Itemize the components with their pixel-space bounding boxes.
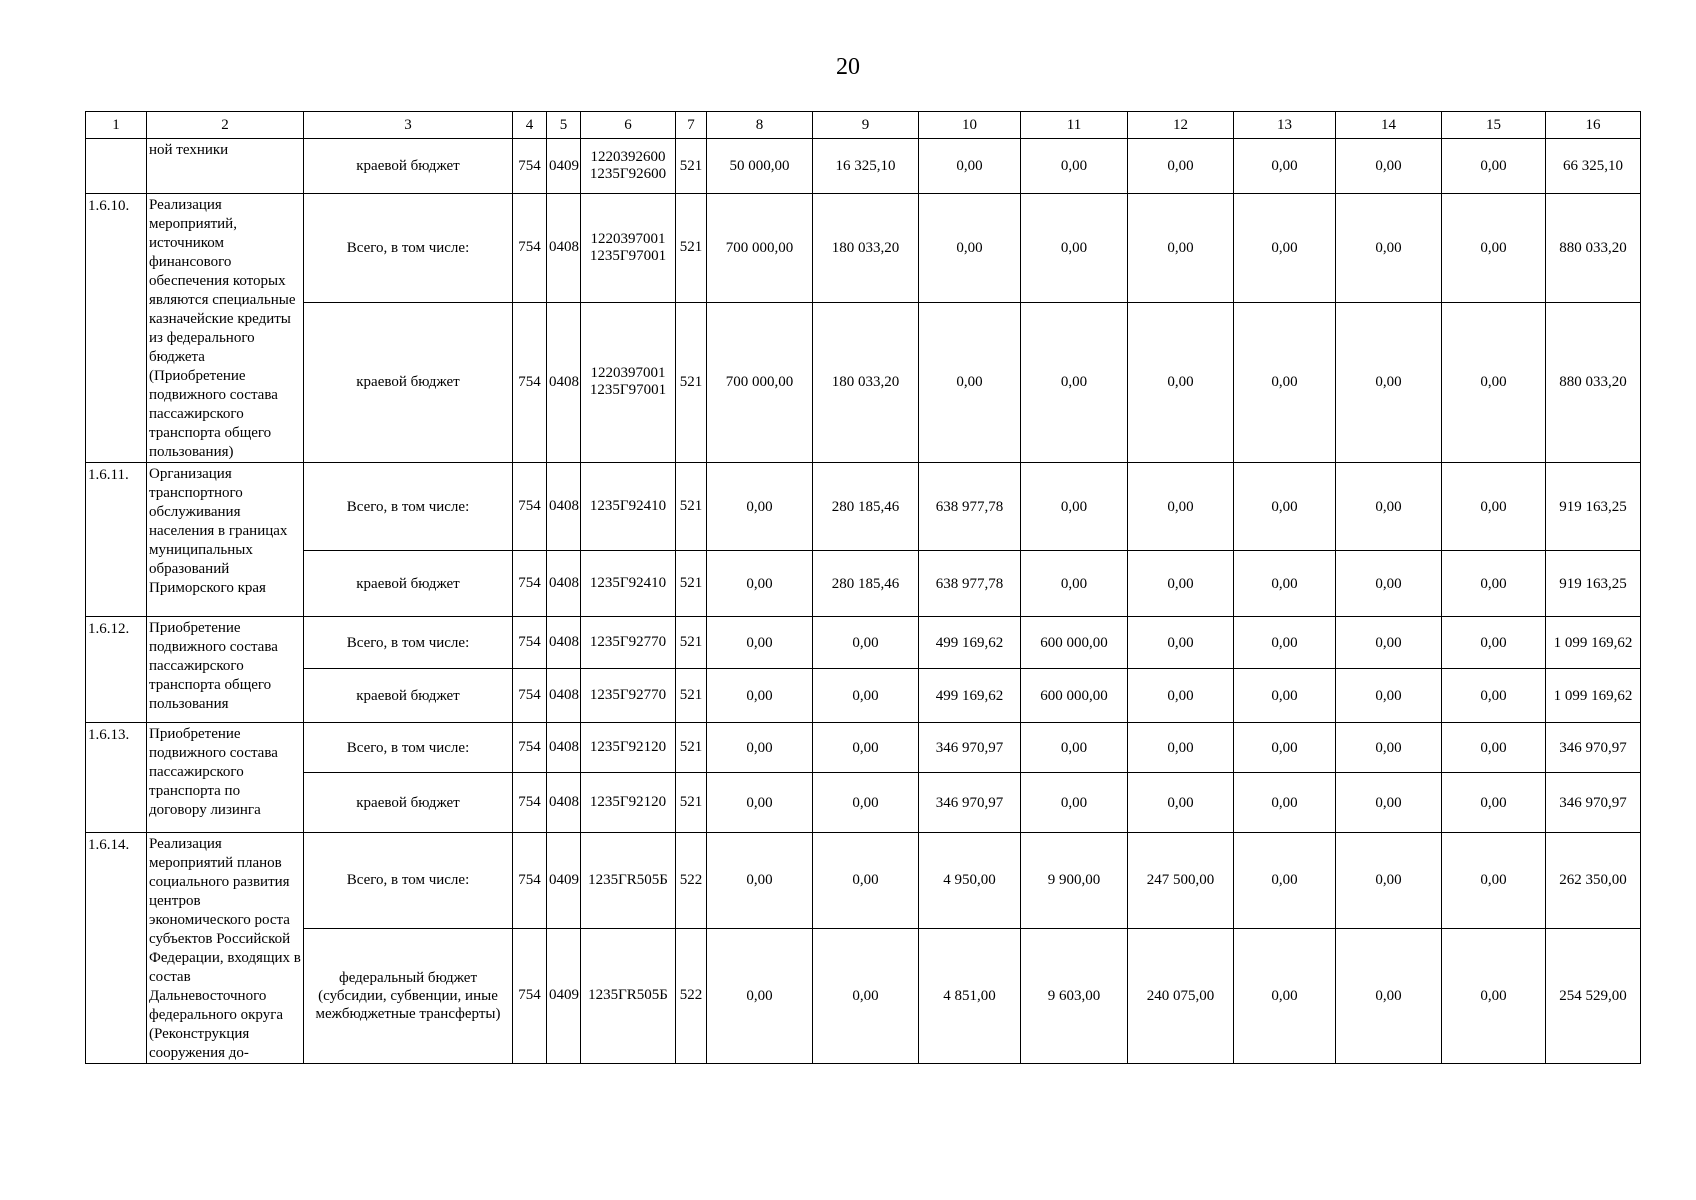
amount-cell: 280 185,46 <box>813 463 919 551</box>
target-article-line: 1235Г92770 <box>589 634 667 650</box>
amount-cell: 247 500,00 <box>1128 833 1234 929</box>
section-code: 0409 <box>547 139 581 194</box>
table-row <box>86 773 1641 833</box>
amount-cell: 0,00 <box>1442 773 1546 833</box>
amount-cell: 0,00 <box>1336 463 1442 551</box>
amount-cell: 254 529,00 <box>1546 928 1641 1063</box>
amount-cell: 50 000,00 <box>707 139 813 194</box>
amount-cell: 9 900,00 <box>1021 833 1128 929</box>
funding-source: Всего, в том числе: <box>304 194 513 303</box>
amount-cell: 0,00 <box>1128 302 1234 463</box>
amount-cell: 919 163,25 <box>1546 551 1641 617</box>
table-body <box>86 139 1641 1064</box>
funding-source: Всего, в том числе: <box>304 617 513 669</box>
column-header: 10 <box>919 112 1021 139</box>
amount-cell: 346 970,97 <box>1546 723 1641 773</box>
amount-cell: 66 325,10 <box>1546 139 1641 194</box>
column-header: 13 <box>1234 112 1336 139</box>
section-code: 0408 <box>547 669 581 723</box>
column-header: 11 <box>1021 112 1128 139</box>
target-article-code <box>581 463 676 551</box>
target-article-line: 1235Г92120 <box>589 794 667 810</box>
target-article-code <box>581 302 676 463</box>
amount-cell: 0,00 <box>1336 773 1442 833</box>
target-article-line: 1235Г97001 <box>589 382 667 399</box>
amount-cell: 346 970,97 <box>919 773 1021 833</box>
amount-cell: 4 950,00 <box>919 833 1021 929</box>
table-row <box>86 302 1641 463</box>
target-article-line: 1235Г92410 <box>589 498 667 514</box>
amount-cell: 638 977,78 <box>919 463 1021 551</box>
expense-type-code: 521 <box>676 617 707 669</box>
table-row <box>86 617 1641 669</box>
grbs-code: 754 <box>513 669 547 723</box>
grbs-code: 754 <box>513 833 547 929</box>
amount-cell: 880 033,20 <box>1546 194 1641 303</box>
grbs-code: 754 <box>513 194 547 303</box>
amount-cell: 0,00 <box>1336 139 1442 194</box>
grbs-code: 754 <box>513 463 547 551</box>
funding-source: федеральный бюджет (субсидии, субвенции, иные межбюджетные трансферты) <box>304 928 513 1063</box>
amount-cell: 4 851,00 <box>919 928 1021 1063</box>
amount-cell: 0,00 <box>1336 928 1442 1063</box>
amount-cell: 0,00 <box>1336 551 1442 617</box>
amount-cell: 0,00 <box>1021 723 1128 773</box>
funding-source: Всего, в том числе: <box>304 833 513 929</box>
amount-cell: 0,00 <box>1128 463 1234 551</box>
table-row <box>86 139 1641 194</box>
amount-cell: 0,00 <box>813 723 919 773</box>
amount-cell: 0,00 <box>1442 551 1546 617</box>
item-name: ной техники <box>147 139 304 194</box>
funding-source: краевой бюджет <box>304 302 513 463</box>
amount-cell: 0,00 <box>1336 833 1442 929</box>
section-code: 0408 <box>547 773 581 833</box>
column-header: 15 <box>1442 112 1546 139</box>
amount-cell: 0,00 <box>1336 617 1442 669</box>
amount-cell: 700 000,00 <box>707 194 813 303</box>
target-article-line: 1220397001 <box>590 365 666 382</box>
amount-cell: 0,00 <box>1128 551 1234 617</box>
amount-cell: 16 325,10 <box>813 139 919 194</box>
item-name: Реализация мероприятий планов социального развития центров экономического роста субъектов Российской Федерации, входящих в состав Дальневосточного федерального округа (Реконструкция сооружения до- <box>147 833 304 1064</box>
amount-cell: 240 075,00 <box>1128 928 1234 1063</box>
table-row <box>86 723 1641 773</box>
amount-cell: 0,00 <box>1128 139 1234 194</box>
amount-cell: 0,00 <box>1442 669 1546 723</box>
amount-cell: 346 970,97 <box>1546 773 1641 833</box>
target-article-line: 1235ГR505Б <box>588 871 668 888</box>
item-name: Приобретение подвижного состава пассажирского транспорта общего пользования <box>147 617 304 723</box>
amount-cell: 262 350,00 <box>1546 833 1641 929</box>
expense-type-code: 521 <box>676 463 707 551</box>
amount-cell: 0,00 <box>1234 194 1336 303</box>
expense-type-code: 522 <box>676 928 707 1063</box>
grbs-code: 754 <box>513 723 547 773</box>
item-name: Реализация мероприятий, источником финансового обеспечения которых являются специальные казначейские кредиты из федерального бюджета (Приобретение подвижного состава пассажирского транспорта общего пользования) <box>147 194 304 463</box>
table-row <box>86 833 1641 929</box>
section-code: 0408 <box>547 194 581 303</box>
amount-cell: 0,00 <box>1442 723 1546 773</box>
section-code: 0409 <box>547 833 581 929</box>
amount-cell: 0,00 <box>1021 551 1128 617</box>
amount-cell: 0,00 <box>1021 194 1128 303</box>
target-article-code <box>581 617 676 669</box>
amount-cell: 880 033,20 <box>1546 302 1641 463</box>
amount-cell: 0,00 <box>1128 669 1234 723</box>
amount-cell: 0,00 <box>1336 669 1442 723</box>
target-article-code <box>581 928 676 1063</box>
amount-cell: 0,00 <box>1021 302 1128 463</box>
target-article-line: 1235Г92600 <box>589 166 667 182</box>
expense-type-code: 521 <box>676 139 707 194</box>
section-code: 0408 <box>547 617 581 669</box>
section-code: 0408 <box>547 463 581 551</box>
amount-cell: 0,00 <box>1442 463 1546 551</box>
item-number: 1.6.11. <box>86 463 147 617</box>
amount-cell: 700 000,00 <box>707 302 813 463</box>
amount-cell: 600 000,00 <box>1021 669 1128 723</box>
column-header: 8 <box>707 112 813 139</box>
item-number <box>86 139 147 194</box>
funding-source: краевой бюджет <box>304 551 513 617</box>
amount-cell: 0,00 <box>1234 669 1336 723</box>
target-article-line: 1235Г92410 <box>589 575 667 591</box>
target-article-line: 1220397001 <box>590 230 666 247</box>
section-code: 0408 <box>547 551 581 617</box>
funding-source: Всего, в том числе: <box>304 463 513 551</box>
amount-cell: 0,00 <box>707 551 813 617</box>
amount-cell: 499 169,62 <box>919 617 1021 669</box>
target-article-line: 1235Г97001 <box>589 247 667 264</box>
amount-cell: 0,00 <box>1234 773 1336 833</box>
target-article-code <box>581 833 676 929</box>
page-number: 20 <box>836 54 860 80</box>
amount-cell: 0,00 <box>707 833 813 929</box>
target-article-line: 1235ГR505Б <box>588 987 668 1004</box>
column-header: 6 <box>581 112 676 139</box>
section-code: 0408 <box>547 302 581 463</box>
table-row <box>86 551 1641 617</box>
column-header: 5 <box>547 112 581 139</box>
amount-cell: 0,00 <box>707 928 813 1063</box>
amount-cell: 0,00 <box>813 773 919 833</box>
table-row <box>86 194 1641 303</box>
expense-type-code: 521 <box>676 773 707 833</box>
section-code: 0408 <box>547 723 581 773</box>
grbs-code: 754 <box>513 773 547 833</box>
funding-source: краевой бюджет <box>304 773 513 833</box>
target-article-code <box>581 194 676 303</box>
amount-cell: 0,00 <box>813 928 919 1063</box>
amount-cell: 0,00 <box>1234 551 1336 617</box>
target-article-line: 1235Г92120 <box>589 739 667 755</box>
amount-cell: 0,00 <box>1336 194 1442 303</box>
amount-cell: 0,00 <box>1234 928 1336 1063</box>
amount-cell: 0,00 <box>1128 617 1234 669</box>
amount-cell: 0,00 <box>707 617 813 669</box>
amount-cell: 180 033,20 <box>813 302 919 463</box>
amount-cell: 0,00 <box>813 617 919 669</box>
amount-cell: 1 099 169,62 <box>1546 669 1641 723</box>
expense-type-code: 521 <box>676 302 707 463</box>
target-article-code <box>581 773 676 833</box>
amount-cell: 0,00 <box>1128 773 1234 833</box>
amount-cell: 0,00 <box>813 669 919 723</box>
amount-cell: 0,00 <box>707 669 813 723</box>
column-header: 12 <box>1128 112 1234 139</box>
amount-cell: 0,00 <box>1128 194 1234 303</box>
amount-cell: 0,00 <box>1021 773 1128 833</box>
header-row <box>86 112 1641 139</box>
item-number: 1.6.12. <box>86 617 147 723</box>
amount-cell: 0,00 <box>1442 302 1546 463</box>
expense-type-code: 521 <box>676 194 707 303</box>
item-number: 1.6.13. <box>86 723 147 833</box>
amount-cell: 0,00 <box>1442 139 1546 194</box>
amount-cell: 0,00 <box>1021 463 1128 551</box>
target-article-line: 1235Г92770 <box>589 687 667 703</box>
amount-cell: 9 603,00 <box>1021 928 1128 1063</box>
amount-cell: 0,00 <box>1442 928 1546 1063</box>
target-article-code <box>581 551 676 617</box>
amount-cell: 0,00 <box>1442 194 1546 303</box>
amount-cell: 1 099 169,62 <box>1546 617 1641 669</box>
amount-cell: 0,00 <box>813 833 919 929</box>
grbs-code: 754 <box>513 302 547 463</box>
amount-cell: 0,00 <box>919 139 1021 194</box>
column-header: 14 <box>1336 112 1442 139</box>
amount-cell: 0,00 <box>707 723 813 773</box>
amount-cell: 0,00 <box>707 463 813 551</box>
amount-cell: 180 033,20 <box>813 194 919 303</box>
amount-cell: 638 977,78 <box>919 551 1021 617</box>
expense-type-code: 522 <box>676 833 707 929</box>
amount-cell: 0,00 <box>919 302 1021 463</box>
column-header: 3 <box>304 112 513 139</box>
grbs-code: 754 <box>513 139 547 194</box>
item-name: Приобретение подвижного состава пассажирского транспорта по договору лизинга <box>147 723 304 833</box>
column-header: 16 <box>1546 112 1641 139</box>
amount-cell: 280 185,46 <box>813 551 919 617</box>
funding-source: краевой бюджет <box>304 139 513 194</box>
table-row <box>86 928 1641 1063</box>
table-row <box>86 669 1641 723</box>
amount-cell: 0,00 <box>1234 617 1336 669</box>
target-article-code <box>581 139 676 194</box>
item-name: Организация транспортного обслуживания населения в границах муниципальных образований Приморского края <box>147 463 304 617</box>
table-row <box>86 463 1641 551</box>
column-header: 4 <box>513 112 547 139</box>
amount-cell: 0,00 <box>1234 723 1336 773</box>
grbs-code: 754 <box>513 551 547 617</box>
expense-type-code: 521 <box>676 551 707 617</box>
amount-cell: 0,00 <box>1234 302 1336 463</box>
amount-cell: 499 169,62 <box>919 669 1021 723</box>
item-number: 1.6.10. <box>86 194 147 463</box>
expense-type-code: 521 <box>676 723 707 773</box>
column-header: 7 <box>676 112 707 139</box>
column-header: 9 <box>813 112 919 139</box>
section-code: 0409 <box>547 928 581 1063</box>
amount-cell: 346 970,97 <box>919 723 1021 773</box>
amount-cell: 919 163,25 <box>1546 463 1641 551</box>
column-header: 2 <box>147 112 304 139</box>
budget-table <box>85 111 1641 1064</box>
amount-cell: 0,00 <box>1021 139 1128 194</box>
amount-cell: 0,00 <box>1234 139 1336 194</box>
target-article-code <box>581 723 676 773</box>
amount-cell: 0,00 <box>1336 302 1442 463</box>
target-article-code <box>581 669 676 723</box>
amount-cell: 0,00 <box>1234 833 1336 929</box>
amount-cell: 0,00 <box>1442 617 1546 669</box>
amount-cell: 0,00 <box>1234 463 1336 551</box>
expense-type-code: 521 <box>676 669 707 723</box>
amount-cell: 0,00 <box>919 194 1021 303</box>
grbs-code: 754 <box>513 617 547 669</box>
amount-cell: 0,00 <box>1442 833 1546 929</box>
amount-cell: 0,00 <box>1128 723 1234 773</box>
column-header: 1 <box>86 112 147 139</box>
amount-cell: 0,00 <box>1336 723 1442 773</box>
target-article-line: 1220392600 <box>590 149 666 165</box>
amount-cell: 0,00 <box>707 773 813 833</box>
grbs-code: 754 <box>513 928 547 1063</box>
item-number: 1.6.14. <box>86 833 147 1064</box>
funding-source: Всего, в том числе: <box>304 723 513 773</box>
amount-cell: 600 000,00 <box>1021 617 1128 669</box>
funding-source: краевой бюджет <box>304 669 513 723</box>
